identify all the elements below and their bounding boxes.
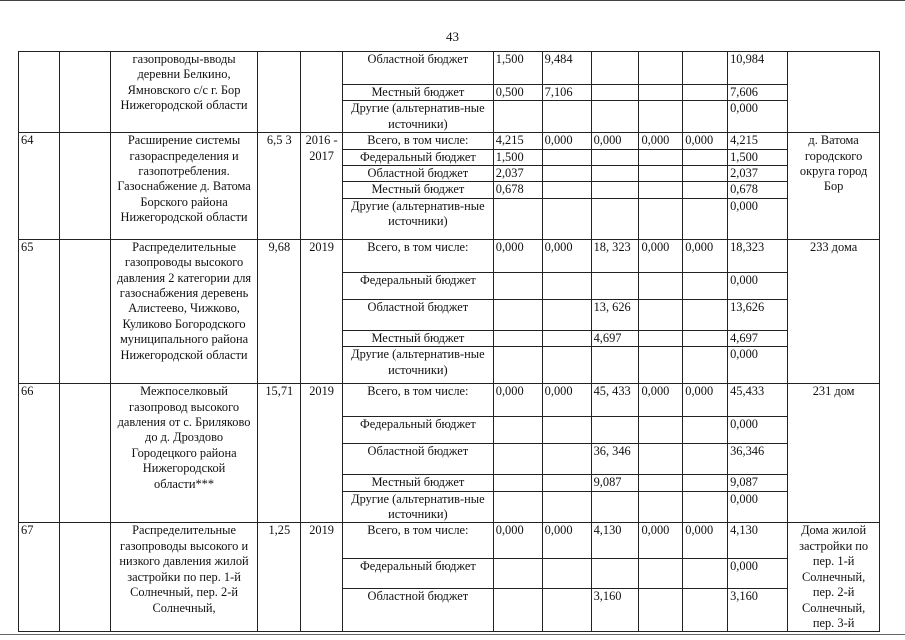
blank-cell [59,523,110,632]
length-km [258,52,301,133]
funding-source-label: Местный бюджет [342,330,493,346]
item-number: 66 [19,384,60,523]
blank-cell [59,52,110,133]
object-name: Межпоселковый газопровод высокого давления от с. Бриляково до д. Дроздово Городецкого района Нижегородской области*** [110,384,258,523]
amount-v2 [542,272,591,299]
amount-v4 [639,272,683,299]
amount-total: 4,215 [728,133,788,149]
amount-v3: 45, 433 [591,384,639,417]
result-note: 231 дом [788,384,880,523]
result-note: Дома жилой застройки по пер. 1-й Солнечный, пер. 2-й Солнечный, пер. 3-й [788,523,880,632]
amount-v4: 0,000 [639,384,683,417]
amount-v5 [683,491,728,523]
funding-source-label: Федеральный бюджет [342,417,493,444]
amount-v5 [683,149,728,165]
funding-source-label: Другие (альтернатив-ные источники) [342,101,493,133]
amount-v5 [683,85,728,101]
amount-v4 [639,444,683,475]
amount-v4 [639,299,683,330]
result-note [788,52,880,133]
program-table [18,51,880,632]
amount-v5 [683,347,728,384]
amount-v2: 0,000 [542,523,591,559]
amount-total: 2,037 [728,166,788,182]
result-note: д. Ватома городского округа город Бор [788,133,880,240]
amount-total: 10,984 [728,52,788,85]
amount-v5 [683,417,728,444]
result-note: 233 дома [788,239,880,383]
table-row [19,133,880,149]
amount-v5 [683,166,728,182]
object-name: газопроводы-вводы деревни Белкино, Ямновского с/с г. Бор Нижегородской области [110,52,258,133]
table-row [19,384,880,417]
funding-source-label: Всего, в том числе: [342,523,493,559]
amount-total: 0,678 [728,182,788,198]
amount-v3: 36, 346 [591,444,639,475]
amount-v1 [493,101,542,133]
amount-v2 [542,149,591,165]
amount-v2 [542,166,591,182]
amount-v4 [639,52,683,85]
amount-v5 [683,475,728,491]
amount-v1: 1,500 [493,52,542,85]
amount-v3: 13, 626 [591,299,639,330]
amount-v4: 0,000 [639,133,683,149]
amount-v1: 0,000 [493,239,542,272]
amount-v3: 4,697 [591,330,639,346]
amount-v3 [591,347,639,384]
amount-v3 [591,417,639,444]
amount-v4 [639,475,683,491]
amount-v2 [542,101,591,133]
amount-v1 [493,198,542,239]
amount-v2 [542,299,591,330]
item-number: 65 [19,239,60,383]
amount-v3 [591,85,639,101]
amount-total: 0,000 [728,491,788,523]
years [301,52,343,133]
amount-v4 [639,491,683,523]
amount-v4 [639,559,683,588]
amount-total: 0,000 [728,417,788,444]
years: 2019 [301,523,343,632]
length-km: 1,25 [258,523,301,632]
amount-v5: 0,000 [683,239,728,272]
amount-v1: 1,500 [493,149,542,165]
amount-v5 [683,198,728,239]
amount-v3 [591,52,639,85]
amount-v4: 0,000 [639,523,683,559]
funding-source-label: Областной бюджет [342,52,493,85]
amount-v3 [591,101,639,133]
item-number: 64 [19,133,60,240]
amount-v3 [591,166,639,182]
amount-v3: 18, 323 [591,239,639,272]
amount-v2 [542,417,591,444]
amount-v3 [591,491,639,523]
funding-source-label: Другие (альтернатив-ные источники) [342,198,493,239]
amount-v1 [493,417,542,444]
table-row [19,523,880,559]
amount-v1 [493,475,542,491]
amount-v3: 3,160 [591,588,639,632]
funding-source-label: Федеральный бюджет [342,272,493,299]
item-number [19,52,60,133]
years: 2016 - 2017 [301,133,343,240]
amount-total: 7,606 [728,85,788,101]
funding-source-label: Местный бюджет [342,475,493,491]
length-km: 15,71 [258,384,301,523]
amount-v4 [639,149,683,165]
amount-v4 [639,588,683,632]
amount-v5 [683,182,728,198]
amount-v2 [542,347,591,384]
amount-v1: 2,037 [493,166,542,182]
blank-cell [59,384,110,523]
years: 2019 [301,239,343,383]
amount-v2 [542,182,591,198]
page-number: 43 [446,29,459,44]
amount-v5 [683,330,728,346]
amount-v4 [639,85,683,101]
amount-v5 [683,52,728,85]
amount-v3 [591,182,639,198]
amount-v1 [493,299,542,330]
amount-v3 [591,149,639,165]
amount-v1 [493,272,542,299]
amount-v2: 9,484 [542,52,591,85]
amount-v2 [542,559,591,588]
amount-v4: 0,000 [639,239,683,272]
amount-v2 [542,491,591,523]
amount-v1 [493,491,542,523]
amount-v5 [683,272,728,299]
amount-v2 [542,475,591,491]
amount-v2: 0,000 [542,239,591,272]
object-name: Распределительные газопроводы высокого и низкого давления жилой застройки по пер. 1-й Солнечный, пер. 2-й Солнечный, [110,523,258,632]
amount-v4 [639,198,683,239]
amount-v5 [683,101,728,133]
amount-v1 [493,559,542,588]
amount-v3 [591,272,639,299]
table-body [19,52,880,632]
amount-v2 [542,588,591,632]
amount-total: 0,000 [728,101,788,133]
amount-v1: 4,215 [493,133,542,149]
amount-v3: 9,087 [591,475,639,491]
amount-v4 [639,330,683,346]
table-row [19,239,880,272]
amount-total: 0,000 [728,559,788,588]
length-km: 9,68 [258,239,301,383]
amount-v2: 7,106 [542,85,591,101]
amount-v5 [683,444,728,475]
amount-total: 0,000 [728,347,788,384]
amount-total: 4,697 [728,330,788,346]
object-name: Распределительные газопроводы высокого давления 2 категории для газоснабжения деревень Алистеево, Чижково, Куликово Богородского муниципального района Нижегородской области [110,239,258,383]
funding-source-label: Федеральный бюджет [342,559,493,588]
amount-v4 [639,182,683,198]
amount-v3 [591,559,639,588]
amount-v1: 0,678 [493,182,542,198]
funding-source-label: Областной бюджет [342,166,493,182]
funding-source-label: Всего, в том числе: [342,133,493,149]
amount-v1: 0,000 [493,523,542,559]
table-row [19,52,880,85]
funding-source-label: Другие (альтернатив-ные источники) [342,347,493,384]
funding-source-label: Областной бюджет [342,299,493,330]
amount-total: 4,130 [728,523,788,559]
amount-v4 [639,417,683,444]
amount-v4 [639,347,683,384]
funding-source-label: Всего, в том числе: [342,384,493,417]
blank-cell [59,133,110,240]
amount-v5: 0,000 [683,523,728,559]
amount-v5 [683,588,728,632]
amount-total: 13,626 [728,299,788,330]
amount-v2: 0,000 [542,384,591,417]
amount-v5 [683,299,728,330]
amount-v2 [542,330,591,346]
amount-total: 36,346 [728,444,788,475]
amount-v3 [591,198,639,239]
amount-v3: 0,000 [591,133,639,149]
amount-v1 [493,588,542,632]
funding-source-label: Областной бюджет [342,588,493,632]
amount-v4 [639,101,683,133]
amount-v5: 0,000 [683,384,728,417]
amount-v5: 0,000 [683,133,728,149]
amount-total: 3,160 [728,588,788,632]
amount-total: 0,000 [728,198,788,239]
amount-v1 [493,347,542,384]
bottom-border-line [0,634,905,635]
amount-total: 45,433 [728,384,788,417]
object-name: Расширение системы газораспределения и газопотребления. Газоснабжение д. Ватома Борского района Нижегородской области [110,133,258,240]
amount-v2: 0,000 [542,133,591,149]
funding-source-label: Другие (альтернатив-ные источники) [342,491,493,523]
funding-source-label: Местный бюджет [342,85,493,101]
item-number: 67 [19,523,60,632]
amount-total: 0,000 [728,272,788,299]
amount-v2 [542,198,591,239]
amount-v5 [683,559,728,588]
amount-total: 9,087 [728,475,788,491]
top-border-line [0,0,905,1]
blank-cell [59,239,110,383]
funding-source-label: Всего, в том числе: [342,239,493,272]
amount-v4 [639,166,683,182]
funding-source-label: Федеральный бюджет [342,149,493,165]
amount-total: 1,500 [728,149,788,165]
amount-v1: 0,000 [493,384,542,417]
length-km: 6,5 3 [258,133,301,240]
years: 2019 [301,384,343,523]
amount-v1: 0,500 [493,85,542,101]
amount-v1 [493,330,542,346]
amount-v3: 4,130 [591,523,639,559]
amount-v2 [542,444,591,475]
funding-source-label: Областной бюджет [342,444,493,475]
amount-v1 [493,444,542,475]
funding-source-label: Местный бюджет [342,182,493,198]
amount-total: 18,323 [728,239,788,272]
